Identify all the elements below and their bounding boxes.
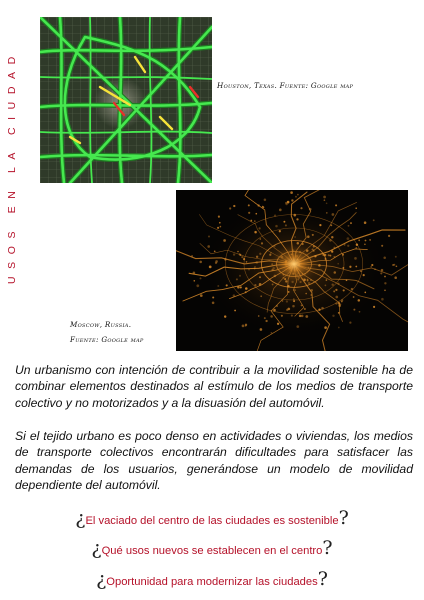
- light-dot: [359, 311, 360, 312]
- light-dot: [242, 256, 243, 257]
- light-dot: [388, 235, 389, 236]
- light-dot: [264, 318, 265, 319]
- light-dot: [324, 200, 325, 201]
- light-dot: [209, 236, 210, 237]
- light-dot: [385, 290, 386, 291]
- light-dot: [240, 287, 241, 288]
- light-dot: [353, 297, 354, 298]
- light-dot: [343, 267, 344, 268]
- light-dot: [305, 309, 306, 310]
- light-dot: [287, 201, 289, 203]
- light-dot: [255, 285, 256, 286]
- light-dot: [239, 275, 240, 276]
- light-dot: [260, 253, 261, 254]
- light-dot: [245, 326, 246, 327]
- light-dot: [347, 238, 349, 240]
- light-dot: [224, 240, 226, 242]
- light-dot: [295, 237, 296, 238]
- light-dot: [208, 246, 210, 248]
- light-dot: [200, 295, 202, 297]
- light-dot: [332, 236, 333, 237]
- question-open-mark: ¿: [96, 568, 107, 590]
- light-dot: [258, 205, 259, 206]
- light-dot: [248, 205, 249, 206]
- light-dot: [325, 254, 326, 255]
- light-dot: [218, 227, 219, 228]
- light-dot: [308, 282, 310, 284]
- light-dot: [381, 269, 383, 271]
- question-text: Oportunidad para modernizar las ciudades: [106, 576, 318, 588]
- light-dot: [339, 305, 341, 307]
- light-dot: [277, 306, 278, 307]
- light-dot: [233, 295, 235, 297]
- light-dot: [313, 246, 314, 247]
- light-dot: [334, 247, 335, 248]
- light-dot: [226, 285, 227, 286]
- light-dot: [276, 225, 278, 227]
- light-dot: [279, 209, 281, 211]
- light-dot: [212, 302, 214, 304]
- moscow-map-caption-line1: Moscow, Russia.: [70, 320, 132, 329]
- light-dot: [240, 254, 241, 255]
- light-dot: [251, 220, 252, 221]
- light-dot: [274, 245, 275, 246]
- light-dot: [286, 301, 287, 302]
- light-dot: [301, 315, 303, 317]
- light-dot: [358, 300, 360, 302]
- light-dot: [344, 245, 345, 246]
- light-dot: [359, 240, 360, 241]
- light-dot: [192, 255, 193, 256]
- paragraph-urban-density: Si el tejido urbano es poco denso en actividades o viviendas, los medios de transporte colectivos encontrarán dificultades para satisfacer las demandas de los usuarios, generándose un modelo de movilidad dependiente del automóvil.: [15, 429, 413, 493]
- light-dot: [219, 222, 220, 223]
- light-dot: [355, 258, 357, 260]
- light-dot: [271, 332, 272, 333]
- question-text: El vaciado del centro de las ciudades es sostenible: [85, 515, 339, 527]
- light-dot: [323, 254, 324, 255]
- light-dot: [354, 309, 355, 310]
- light-dot: [364, 222, 366, 224]
- light-dot: [371, 266, 372, 267]
- light-dot: [230, 208, 231, 209]
- light-dot: [256, 262, 258, 264]
- light-dot: [334, 256, 335, 257]
- light-dot: [282, 301, 283, 302]
- light-dot: [294, 301, 295, 302]
- light-dot: [270, 254, 271, 255]
- light-dot: [334, 291, 335, 292]
- light-dot: [233, 254, 234, 255]
- question-open-mark: ¿: [91, 537, 102, 559]
- light-dot: [331, 225, 332, 226]
- light-dot: [288, 308, 290, 310]
- light-dot: [261, 296, 262, 297]
- question-close-mark: ?: [338, 507, 349, 529]
- light-dot: [297, 326, 299, 328]
- light-dot: [218, 286, 219, 287]
- light-dot: [249, 212, 250, 213]
- light-dot: [260, 329, 262, 331]
- light-dot: [245, 292, 246, 293]
- light-dot: [298, 194, 299, 195]
- light-dot: [332, 251, 333, 252]
- light-dot: [350, 322, 351, 323]
- light-dot: [342, 254, 343, 255]
- light-dot: [287, 309, 288, 310]
- light-dot: [332, 284, 333, 285]
- question-close-mark: ?: [322, 537, 333, 559]
- light-dot: [301, 208, 302, 209]
- light-dot: [338, 283, 339, 284]
- light-dot: [242, 325, 244, 327]
- light-dot: [243, 258, 244, 259]
- light-dot: [356, 244, 357, 245]
- light-dot: [220, 226, 221, 227]
- light-dot: [197, 285, 199, 287]
- light-dot: [361, 271, 362, 272]
- light-dot: [238, 286, 240, 288]
- light-dot: [238, 251, 239, 252]
- light-dot: [336, 303, 337, 304]
- light-dot: [340, 304, 341, 305]
- light-dot: [297, 219, 298, 220]
- light-dot: [274, 309, 276, 311]
- light-dot: [200, 278, 201, 279]
- light-dot: [311, 289, 313, 291]
- light-dot: [291, 315, 292, 316]
- light-dot: [350, 266, 351, 267]
- light-dot: [256, 213, 257, 214]
- light-dot: [395, 277, 397, 279]
- light-dot: [351, 288, 352, 289]
- light-dot: [209, 266, 211, 268]
- light-dot: [343, 290, 344, 291]
- light-dot: [338, 263, 339, 264]
- light-dot: [264, 199, 266, 201]
- light-dot: [396, 266, 397, 267]
- light-dot: [324, 196, 326, 198]
- light-dot: [279, 231, 280, 232]
- light-dot: [346, 280, 347, 281]
- light-dot: [284, 221, 285, 222]
- light-dot: [326, 213, 327, 214]
- light-dot: [309, 208, 311, 210]
- light-dot: [254, 221, 255, 222]
- light-dot: [338, 313, 339, 314]
- vertical-section-title: USOS EN LA CIUDAD: [6, 49, 18, 284]
- houston-map-caption: Houston, Texas. Fuente: Google map: [217, 81, 354, 90]
- light-dot: [384, 257, 386, 259]
- light-dot: [297, 243, 299, 245]
- light-dot: [365, 292, 366, 293]
- light-dot: [325, 285, 326, 286]
- light-dot: [259, 228, 260, 229]
- light-dot: [274, 215, 275, 216]
- light-dot: [325, 327, 327, 329]
- houston-traffic-map-image: [40, 17, 212, 183]
- light-dot: [288, 291, 289, 292]
- light-dot: [281, 315, 282, 316]
- light-dot: [258, 316, 259, 317]
- light-dot: [218, 216, 219, 217]
- question-close-mark: ?: [317, 568, 328, 590]
- light-dot: [319, 309, 320, 310]
- light-dot: [319, 265, 321, 267]
- light-dot: [286, 203, 287, 204]
- light-dot: [294, 214, 296, 216]
- light-dot: [308, 236, 310, 238]
- light-dot: [320, 224, 321, 225]
- light-dot: [333, 315, 334, 316]
- paragraph-sustainable-mobility: Un urbanismo con intención de contribuir a la movilidad sostenible ha de combinar elementos destinados al estímulo de los medios de transporte colectivo y no motorizados y a la disuasión del automóvil.: [15, 363, 413, 410]
- question-2: [0, 537, 424, 559]
- light-dot: [382, 298, 384, 300]
- light-dot: [266, 320, 267, 321]
- light-dot: [224, 316, 225, 317]
- light-dot: [259, 284, 261, 286]
- moscow-night-lights-image: [176, 190, 408, 351]
- light-dot: [277, 323, 278, 324]
- light-dot: [292, 200, 293, 201]
- light-dot: [342, 300, 343, 301]
- light-dot: [301, 305, 302, 306]
- light-dot: [193, 272, 195, 274]
- light-dot: [271, 316, 273, 318]
- light-dot: [291, 192, 293, 194]
- light-dot: [306, 316, 308, 318]
- light-dot: [356, 248, 357, 249]
- light-dot: [330, 255, 331, 256]
- light-dot: [326, 280, 327, 281]
- light-dot: [194, 280, 195, 281]
- light-dot: [255, 231, 257, 233]
- light-dot: [215, 262, 216, 263]
- light-dot: [382, 245, 383, 246]
- light-dot: [381, 273, 382, 274]
- light-dot: [260, 239, 261, 240]
- light-dot: [334, 272, 336, 274]
- light-dot: [306, 293, 307, 294]
- light-dot: [395, 256, 396, 257]
- light-dot: [302, 243, 303, 244]
- light-dot: [336, 289, 337, 290]
- question-text: Qué usos nuevos se establecen en el centro: [101, 545, 323, 557]
- light-dot: [261, 243, 262, 244]
- light-dot: [296, 196, 297, 197]
- light-dot: [271, 252, 272, 253]
- light-dot: [234, 205, 235, 206]
- moscow-map-caption-line2: Fuente: Google map: [70, 335, 144, 344]
- light-dot: [312, 234, 313, 235]
- light-dot: [293, 299, 294, 300]
- light-dot: [214, 251, 215, 252]
- light-dot: [374, 306, 375, 307]
- light-dot: [348, 225, 349, 226]
- light-dot: [254, 268, 255, 269]
- light-dot: [372, 264, 373, 265]
- light-dot: [313, 251, 314, 252]
- light-dot: [338, 303, 339, 304]
- light-dot: [363, 274, 364, 275]
- light-dot: [336, 205, 337, 206]
- light-dot: [213, 297, 214, 298]
- light-dot: [256, 256, 257, 257]
- light-dot: [350, 223, 351, 224]
- light-dot: [332, 214, 334, 216]
- light-dot: [255, 267, 256, 268]
- light-dot: [236, 279, 237, 280]
- light-dot: [375, 269, 376, 270]
- light-dot: [385, 276, 386, 277]
- light-dot: [356, 208, 357, 209]
- question-open-mark: ¿: [75, 507, 86, 529]
- question-1: [0, 507, 424, 529]
- light-dot: [200, 261, 202, 263]
- light-dot: [365, 240, 366, 241]
- light-dot: [348, 245, 349, 246]
- light-dot: [272, 284, 273, 285]
- light-dot: [365, 244, 366, 245]
- light-dot: [246, 288, 248, 290]
- light-dot: [287, 285, 289, 287]
- light-dot: [385, 283, 386, 284]
- light-dot: [246, 262, 247, 263]
- light-dot: [393, 264, 394, 265]
- light-dot: [328, 255, 329, 256]
- light-dot: [356, 266, 357, 267]
- light-dot: [325, 258, 326, 259]
- question-3: [0, 568, 424, 590]
- light-dot: [322, 307, 324, 309]
- light-dot: [311, 280, 312, 281]
- light-dot: [285, 225, 286, 226]
- light-dot: [260, 277, 261, 278]
- light-dot: [312, 249, 313, 250]
- light-dot: [249, 269, 250, 270]
- light-dot: [225, 259, 227, 261]
- light-dot: [330, 240, 332, 242]
- light-dot: [373, 220, 374, 221]
- light-dot: [235, 310, 236, 311]
- light-dot: [338, 327, 339, 328]
- light-dot: [326, 203, 327, 204]
- light-dot: [293, 305, 295, 307]
- light-dot: [370, 240, 371, 241]
- light-dot: [299, 315, 301, 317]
- light-dot: [262, 206, 263, 207]
- light-dot: [336, 296, 338, 298]
- light-dot: [311, 295, 312, 296]
- light-dot: [294, 290, 295, 291]
